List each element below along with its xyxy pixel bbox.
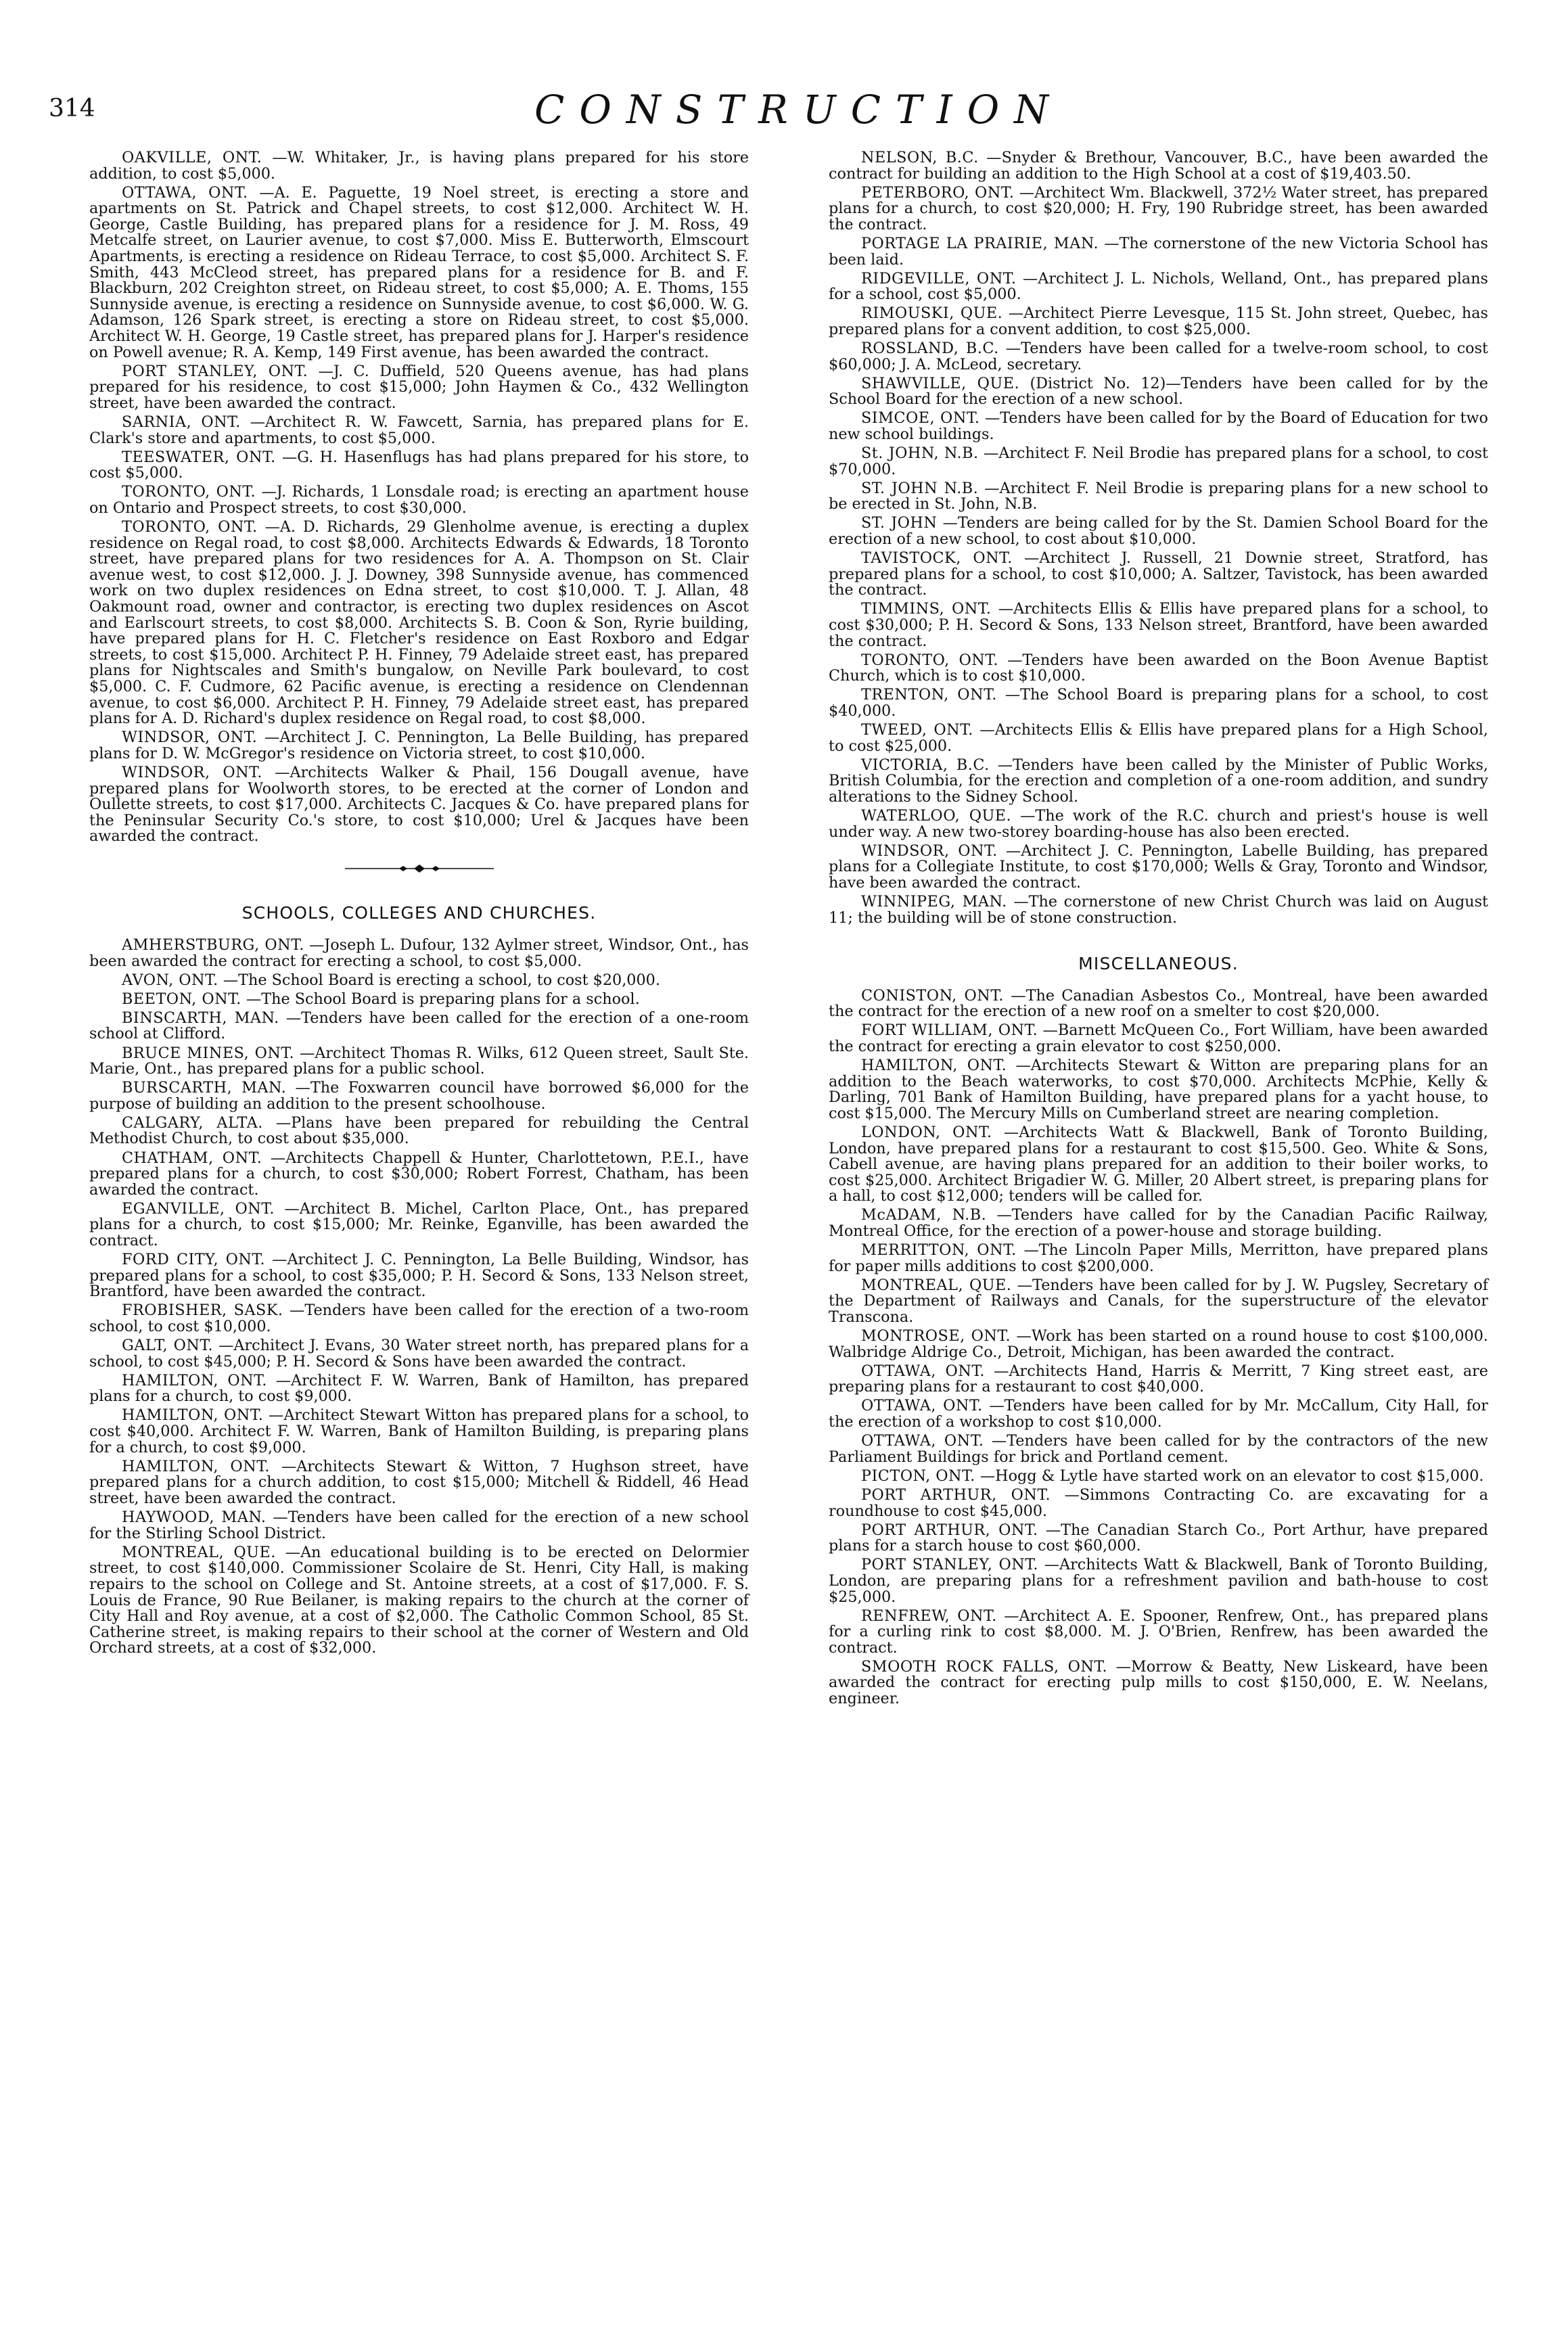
listing-entry (89, 1338, 749, 1370)
listing-place: OTTAWA, ONT. (861, 1397, 983, 1415)
listing-entry (829, 1125, 1488, 1205)
listing-entry (829, 1433, 1488, 1465)
listing-entry (829, 758, 1488, 806)
listing-place: TAVISTOCK, ONT. (861, 549, 1013, 568)
listing-text: —Architect Thomas R. Wilks, 612 Queen street, Sault Ste. Marie, Ont., has prepared plans for a public school. (89, 1044, 749, 1078)
listing-place: MERRITTON, ONT. (861, 1241, 1017, 1260)
right-column (829, 150, 1488, 1710)
listing-entry (829, 376, 1488, 408)
listing-place: SMOOTH ROCK FALLS, ONT. (861, 1657, 1108, 1676)
listing-place: EGANVILLE, ONT. (122, 1199, 275, 1218)
listing-place: RIMOUSKI, QUE. (861, 304, 1003, 323)
listing-text: —Snyder & Brethour, Vancouver, B.C., have been awarded the contract for building an addition to the High School at a cost of $19,403.50. (829, 149, 1489, 183)
listing-entry (89, 520, 749, 727)
listing-entry (829, 1469, 1488, 1485)
listing-text: —Tenders have been called for by the Board of Education for two new school buildings. (829, 409, 1488, 443)
listing-place: RENFREW, ONT. (861, 1607, 997, 1625)
listing-entry (829, 687, 1488, 719)
listing-place: BEETON, ONT. (122, 990, 241, 1008)
listing-place: OTTAWA, ONT. (122, 183, 248, 202)
listing-entry (829, 808, 1488, 840)
listing-place: AMHERSTBURG, ONT. (122, 936, 304, 954)
listing-place: TEESWATER, ONT. (122, 448, 276, 466)
listing-text: —W. Whitaker, Jr., is having plans prepared for his store addition, to cost $5,000. (89, 149, 750, 183)
listing-entry (89, 150, 749, 182)
listing-place: HAMILTON, ONT. (861, 1057, 1007, 1075)
listing-text: —Tenders have been called by the Minister of Public Works, British Columbia, for the erection and completion of a one-room addition, and sundry alterations to the Sidney School. (829, 756, 1489, 806)
listing-entry (89, 1151, 749, 1199)
listing-place: WINNIPEG, MAN. (861, 893, 1007, 911)
listing-place: NELSON, B.C. (861, 149, 979, 166)
listing-entry (89, 992, 749, 1008)
listing-entry (829, 1398, 1488, 1430)
listing-text: —Work has been started on a round house to cost $100,000. Walbridge Aldrige Co., Detroit, Michigan, has been awarded the contract. (829, 1327, 1488, 1361)
listing-entry (829, 1557, 1488, 1605)
listing-entry (89, 1252, 749, 1300)
listing-place: BINSCARTH, MAN. (122, 1009, 279, 1027)
listing-place: PETERBORO, ONT. (861, 183, 1015, 202)
schools-continued-entries (829, 150, 1488, 926)
listing-text: —Architect J. Russell, 21 Downie street, Stratford, has prepared plans for a school, to cost $10,000; A. Saltzer, Tavistock, has been awarded the contract. (829, 549, 1488, 599)
listing-entry (829, 341, 1488, 373)
listing-text: —An educational building is to be erected on Delormier street, to cost $140,000. Commissioner Scolaire de St. Henri, City Hall, is making repairs to the school on College and St. Antoine streets, at a cost of $17,000. F. S. Louis de France, 90 Rue Beilaner, is making repairs to the church at the corner of City Hall and Roy avenue, at a cost of $2,000. The Catholic Common School, 85 St. Catherine street, is making repairs to their school at the corner of Western and Old Orchard streets, at a cost of $32,000. (89, 1543, 750, 1657)
listing-place: TIMMINS, ONT. (861, 600, 992, 618)
listing-text: —J. C. Duffield, 520 Queens avenue, has had plans prepared for his residence, to cost $15,000; John Haymen & Co., 432 Wellington street, have been awarded the contract. (89, 362, 749, 412)
listing-entry (829, 601, 1488, 649)
listing-place: RIDGEVILLE, ONT. (861, 269, 1017, 287)
listing-entry (829, 1523, 1488, 1554)
listing-entry (829, 988, 1488, 1020)
listing-place: PORT STANLEY, ONT. (861, 1556, 1038, 1574)
listing-place: OTTAWA, ONT. (861, 1432, 984, 1450)
listing-text: —The Canadian Asbestos Co., Montreal, have been awarded the contract for the erection of a new roof on a smelter to cost $20,000. (829, 986, 1488, 1021)
listing-text: —The School Board is preparing plans for a school. (246, 990, 640, 1008)
listing-text: —Architect J. C. Pennington, La Belle Building, Windsor, has prepared plans for a school, to cost $35,000; P. H. Secord & Sons, 133 Nelson street, Brantford, have been awarded the contract. (89, 1251, 749, 1301)
listing-place: GALT, ONT. (122, 1337, 214, 1355)
listing-entry (829, 1364, 1488, 1396)
listing-entry (829, 271, 1488, 303)
listing-entry (89, 730, 749, 762)
listing-entry (89, 415, 749, 446)
listing-place: PORT STANLEY, ONT. (122, 362, 308, 380)
listing-place: HAMILTON, ONT. (122, 1457, 270, 1475)
listing-entry (829, 481, 1488, 513)
listing-place: MONTREAL, QUE. (122, 1543, 276, 1561)
listing-entry (829, 1609, 1488, 1657)
listing-text: —Architect Stewart Witton has prepared plans for a school, to cost $40,000. Architect F. W. Warren, Bank of Hamilton Building, is preparing plans for a church, to cost $9,000. (89, 1406, 749, 1456)
listing-entry (89, 1115, 749, 1147)
listing-place: SIMCOE, ONT. (861, 409, 980, 428)
listing-text: —Simmons Contracting Co. are excavating for a roundhouse to cost $45,000. (829, 1485, 1488, 1520)
listing-entry (829, 1058, 1488, 1122)
listing-text: —Architect Pierre Levesque, 115 St. John street, Quebec, has prepared plans for a convent addition, to cost $25,000. (829, 304, 1488, 338)
listing-text: —Architects Stewart & Witton are preparing plans for an addition to the Beach waterworks, to cost $70,000. Architects McPhie, Kelly & Darling, 701 Bank of Hamilton Building, have prepared plans for a yacht house, to cost $15,000. The Mercury Mills on Cumberland street are nearing completion. (829, 1057, 1489, 1122)
listing-entry (89, 1545, 749, 1657)
listing-text: —Architect J. C. Pennington, Labelle Building, has prepared plans for a Collegiate Institute, to cost $170,000; Wells & Gray, Toronto and Windsor, have been awarded the contract. (829, 842, 1488, 892)
listing-entry (89, 484, 749, 516)
listing-text: —Architects Stewart & Witton, 7 Hughson street, have prepared plans for a church addition, to cost $15,000; Mitchell & Riddell, 46 Head street, have been awarded the contract. (89, 1457, 749, 1507)
listing-place: LONDON, ONT. (861, 1123, 992, 1141)
listing-text: —Morrow & Beatty, New Liskeard, have been awarded the contract for erecting pulp mills to cost $150,000, E. W. Neelans, engineer. (829, 1657, 1488, 1708)
listing-text: —Tenders have been called for by J. W. Pugsley, Secretary of the Department of Railways and Canals, for the superstructure of the elevator Transcona. (829, 1276, 1489, 1326)
listing-place: SARNIA, ONT. (122, 413, 241, 431)
running-title: CONSTRUCTION (534, 87, 1063, 133)
listing-text: —The Canadian Starch Co., Port Arthur, have prepared plans for a starch house to cost $60,000. (829, 1521, 1488, 1555)
listing-place: WINDSOR, ONT. (122, 729, 258, 747)
listing-place: ST. JOHN N.B. (861, 479, 979, 497)
listing-text: —Architect J. C. Pennington, La Belle Building, has prepared plans for D. W. McGregor's residence on Victoria street, to cost $10,000. (89, 729, 749, 762)
listing-text: —Architects Ellis & Ellis have prepared plans for a school, to cost $30,000; P. H. Secord & Sons, 133 Nelson street, Brantford, have been awarded the contract. (829, 600, 1488, 650)
listing-text: —Architect J. Evans, 30 Water street north, has prepared plans for a school, to cost $45,000; P. H. Secord & Sons have been awarded the contract. (89, 1337, 749, 1370)
listing-text: —Barnett McQueen Co., Fort William, have been awarded the contract for erecting a grain elevator to cost $250,000. (829, 1021, 1489, 1055)
listing-text: —Architects Hand, Harris & Merritt, 7 King street east, are preparing plans for a restaurant to cost $40,000. (829, 1362, 1488, 1396)
listing-place: FORT WILLIAM, ONT. (861, 1021, 1038, 1040)
listing-entry (89, 1373, 749, 1405)
listing-entry (89, 765, 749, 845)
listing-entry (829, 1278, 1488, 1326)
listing-text: —The work of the R.C. church and priest's house is well under way. A new two-storey boarding-house has also been erected. (829, 807, 1488, 841)
listing-entry (829, 1329, 1488, 1360)
listing-text: —Architects Watt & Blackwell, Bank of Toronto Building, London, are preparing plans for a refreshment pavilion and bath-house to cost $25,000. (829, 1556, 1488, 1606)
listing-entry (89, 1303, 749, 1335)
listing-entry (829, 722, 1488, 754)
listing-entry (89, 364, 749, 412)
listing-text: —The School Board is erecting a school, to cost $20,000. (223, 971, 660, 989)
listing-entry (89, 1080, 749, 1112)
listing-place: TWEED, ONT. (861, 721, 973, 739)
listing-place: BRUCE MINES, ONT. (122, 1044, 295, 1062)
listing-place: WATERLOO, QUE. (861, 807, 1012, 825)
listing-text: (District No. 12)—Tenders have been called for by the School Board for the erection of a new school. (829, 374, 1488, 409)
listing-place: MONTROSE, ONT. (861, 1327, 1011, 1345)
listing-entry (89, 450, 749, 482)
listing-entry (89, 185, 749, 361)
listing-place: BURSCARTH, MAN. (122, 1079, 287, 1097)
listing-text: —Architect Wm. Blackwell, 372½ Water street, has prepared plans for a church, to cost $20,000; H. Fry, 190 Rubridge street, has been awarded the contract. (829, 183, 1489, 233)
listing-entry (829, 653, 1488, 685)
listing-entry (829, 894, 1488, 926)
listing-entry (89, 1408, 749, 1456)
listing-text: —A. E. Paguette, 19 Noel street, is erecting a store and apartments on St. Patrick and Chapel streets, to cost $12,000. Architect W. H. George, Castle Building, has prepared plans for a residence for J. M. Ross, 49 Metcalfe street, on Laurier avenue, to cost $7,000. Miss E. Butterworth, Elmscourt Apartments, is erecting a residence on Rideau Terrace, to cost $5,000. Architect S. F. Smith, 443 McCleod street, has prepared plans for a residence for B. and F. Blackburn, 202 Creighton street, on Rideau street, to cost $5,000; A. E. Thoms, 155 Sunnyside avenue, is erecting a residence on Sunnyside avenue, to cost $6,000. W. G. Adamson, 126 Spark street, is erecting a store on Rideau street, to cost $5,000. Architect W. H. George, 19 Castle street, has prepared plans for J. Harper's residence on Powell avenue; R. A. Kemp, 149 First avenue, has been awarded the contract. (89, 183, 749, 361)
listing-text: —G. H. Hasenflugs has had plans prepared for his store, to cost $5,000. (89, 448, 749, 482)
listing-entry (829, 1485, 1488, 1520)
listing-place: TRENTON, ONT. (861, 686, 997, 704)
listing-place: OTTAWA, ONT. (861, 1362, 986, 1380)
listing-entry (89, 1201, 749, 1249)
listing-text: —Architects Chappell & Hunter, Charlottetown, P.E.I., have prepared plans for a church, to cost $30,000; Robert Forrest, Chatham, has been awarded the contract. (89, 1149, 749, 1199)
listing-place: ROSSLAND, B.C. (861, 340, 999, 358)
listing-entry (829, 236, 1488, 268)
schools-heading: SCHOOLS, COLLEGES AND CHURCHES. (241, 902, 597, 923)
listing-place: McADAM, N.B. (861, 1206, 987, 1224)
listing-place: SHAWVILLE, QUE. (861, 374, 1020, 392)
listing-text: —Tenders have been called for a twelve-room school, to cost $60,000; J. A. McLeod, secretary. (829, 340, 1489, 373)
listing-entry (829, 551, 1488, 599)
listing-entry (829, 844, 1488, 892)
listing-place: HAMILTON, ONT. (122, 1371, 267, 1389)
listing-text: —The School Board is preparing plans for a school, to cost $40,000. (829, 686, 1489, 720)
listing-text: —Architect F. W. Warren, Bank of Hamilton, has prepared plans for a church, to cost $9,000. (89, 1371, 749, 1406)
listing-text: —The Foxwarren council have borrowed $6,000 for the purpose of building an addition to the present schoolhouse. (89, 1079, 749, 1113)
listing-entry (829, 1659, 1488, 1707)
listing-text: —Architects Watt & Blackwell, Bank of Toronto Building, London, have prepared plans for a restaurant to cost $15,500. Geo. White & Sons, Cabell avenue, are having plans prepared for an addition to their boiler works, to cost $25,000. Architect Brigadier W. G. Miller, 20 Albert street, is preparing plans for a hall, to cost $12,000; tenders will be called for. (829, 1123, 1489, 1205)
listing-text: —Architect R. W. Fawcett, Sarnia, has prepared plans for E. Clark's store and apartments, to cost $5,000. (89, 413, 749, 447)
listing-text: —Architects Ellis & Ellis have prepared plans for a High School, to cost $25,000. (829, 721, 1489, 755)
listing-place: TORONTO, ONT. (122, 518, 258, 536)
listing-place: VICTORIA, B.C. (861, 756, 990, 774)
listing-text: —The cornerstone of the new Victoria School has been laid. (829, 234, 1488, 269)
listing-place: OAKVILLE, ONT. (122, 149, 262, 166)
listing-text: —Tenders have called for by the Canadian Pacific Railway, Montreal Office, for the erection of a power-house and storage building. (829, 1206, 1488, 1241)
listing-entry (829, 1023, 1488, 1055)
miscellaneous-heading: MISCELLANEOUS. (1078, 953, 1239, 973)
listing-place: WINDSOR, ONT. (122, 763, 262, 781)
listing-entry (89, 938, 749, 969)
buildings-entries (89, 150, 749, 845)
listing-text: —Tenders have been called for by the contractors of the new Parliament Buildings for brick and Portland cement. (829, 1432, 1488, 1466)
listing-place: CALGARY, ALTA. (122, 1113, 263, 1132)
listing-text: —Tenders have been awarded on the Boon Avenue Baptist Church, which is to cost $10,000. (829, 651, 1488, 685)
listing-place: PICTON, ONT. (861, 1467, 975, 1485)
listing-text: —The Lincoln Paper Mills, Merritton, have prepared plans for paper mills additions to cost $200,000. (829, 1241, 1488, 1275)
listing-text: —Architect J. L. Nichols, Welland, Ont., has prepared plans for a school, cost $5,000. (829, 269, 1488, 304)
listing-entry (829, 1243, 1488, 1274)
listing-text: —Hogg & Lytle have started work on an elevator to cost $15,000. (979, 1467, 1484, 1485)
listing-place: PORT ARTHUR, ONT. (861, 1521, 1038, 1539)
listing-text: —Architect A. E. Spooner, Renfrew, Ont., has prepared plans for a curling rink to cost $8,000. M. J. O'Brien, Renfrew, has been awarded the contract. (829, 1607, 1489, 1657)
listing-place: TORONTO, ONT. (861, 651, 998, 669)
listing-place: CONISTON, ONT. (861, 986, 1004, 1005)
listing-place: PORTAGE LA PRAIRIE, MAN. (861, 234, 1099, 252)
listing-text: —The cornerstone of new Christ Church was laid on August 11; the building will be of stone construction. (829, 893, 1488, 927)
listing-entry (829, 411, 1488, 442)
listing-place: FROBISHER, SASK. (122, 1301, 283, 1320)
listing-place: TORONTO, ONT. (122, 483, 256, 501)
listing-text: —Joseph L. Dufour, 132 Aylmer street, Windsor, Ont., has been awarded the contract for erecting a school, to cost $5,000. (89, 936, 749, 970)
listing-place: CHATHAM, ONT. (122, 1149, 262, 1167)
listing-text: —Tenders have been called for the erection of a two-room school, to cost $10,000. (89, 1301, 750, 1335)
listing-place: MONTREAL, QUE. (861, 1276, 1012, 1294)
miscellaneous-entries (829, 988, 1488, 1707)
listing-text: —Architects Walker & Phail, 156 Dougall avenue, have prepared plans for Woolworth stores, to be erected at the corner of London and Oullette streets, to cost $17,000. Architects C. Jacques & Co. have prepared plans for the Peninsular Security Co.'s store, to cost $10,000; Urel & Jacques have been awarded the contract. (89, 763, 749, 846)
listing-place: HAMILTON, ONT. (122, 1406, 264, 1425)
listing-text: —Architect B. Michel, Carlton Place, Ont., has prepared plans for a church, to cost $15,000; Mr. Reinke, Eganville, has been awarded the contract. (89, 1199, 749, 1250)
listing-text: —A. D. Richards, 29 Glenholme avenue, is erecting a duplex residence on Regal road, to cost $8,000. Architects Edwards & Edwards, 18 Toronto street, have prepared plans for two residences for A. A. Thompson on St. Clair avenue west, to cost $12,000. J. J. Downey, 398 Sunnyside avenue, has commenced work on two duplex residences on Edna street, to cost $10,000. T. J. Allan, 48 Oakmount road, owner and contractor, is erecting two duplex residences on Ascot and Earlscourt streets, to cost $8,000. Architects S. B. Coon & Son, Ryrie building, have prepared plans for H. C. Fletcher's residence on East Roxboro and Edgar streets, to cost $15,000. Architect P. H. Finney, 79 Adelaide street east, has prepared plans for Nightscales and Smith's bungalow, on Neville Park boulevard, to cost $5,000. C. F. Cudmore, 62 Pacific avenue, is erecting a residence on Clendennan avenue, to cost $6,000. Architect P. H. Finney, 79 Adelaide street east, has prepared plans for A. D. Richard's duplex residence on Regal road, to cost $8,000. (89, 518, 749, 728)
listing-text: —Tenders have been called for by Mr. McCallum, City Hall, for the erection of a workshop to cost $10,000. (829, 1397, 1488, 1431)
listing-entry (89, 1011, 749, 1042)
listing-place: WINDSOR, ONT. (861, 842, 998, 860)
listing-text: —Tenders have been called for the erection of a new school for the Stirling School District. (89, 1508, 750, 1542)
listing-place: AVON, ONT. (122, 971, 218, 989)
listing-entry (829, 1207, 1488, 1239)
page-number: 314 (49, 95, 95, 122)
listing-entry (89, 1459, 749, 1507)
left-column (89, 150, 749, 1659)
listing-place: HAYWOOD, MAN. (122, 1508, 267, 1527)
listing-text: —Architect F. Neil Brodie has prepared plans for a school, to cost $70,000. (829, 444, 1488, 478)
listing-place: St. JOHN, N.B. (861, 444, 979, 463)
listing-entry (829, 150, 1488, 182)
ornament-divider-icon (345, 864, 494, 873)
listing-entry (829, 306, 1488, 338)
listing-place: FORD CITY, ONT. (122, 1251, 266, 1269)
listing-entry (89, 973, 749, 989)
listing-place: PORT ARTHUR, ONT. (861, 1485, 1051, 1504)
listing-entry (89, 1046, 749, 1078)
listing-place: ST. JOHN (861, 514, 938, 532)
listing-entry (829, 515, 1488, 547)
listing-text: —J. Richards, 1 Lonsdale road; is erecting an apartment house on Ontario and Prospect streets, to cost $30,000. (89, 483, 749, 517)
schools-entries (89, 938, 749, 1657)
listing-text: —Architect F. Neil Brodie is preparing plans for a new school to be erected in St. John, N.B. (829, 479, 1488, 513)
listing-text: —Tenders have been called for the erection of a one-room school at Clifford. (89, 1009, 749, 1043)
listing-entry (829, 446, 1488, 478)
listing-text: —Tenders are being called for by the St. Damien School Board for the erection of a new school, to cost about $10,000. (829, 514, 1489, 549)
listing-text: —Plans have been prepared for rebuilding the Central Methodist Church, to cost about $35,000. (89, 1113, 750, 1148)
listing-entry (829, 185, 1488, 233)
listing-entry (89, 1510, 749, 1542)
